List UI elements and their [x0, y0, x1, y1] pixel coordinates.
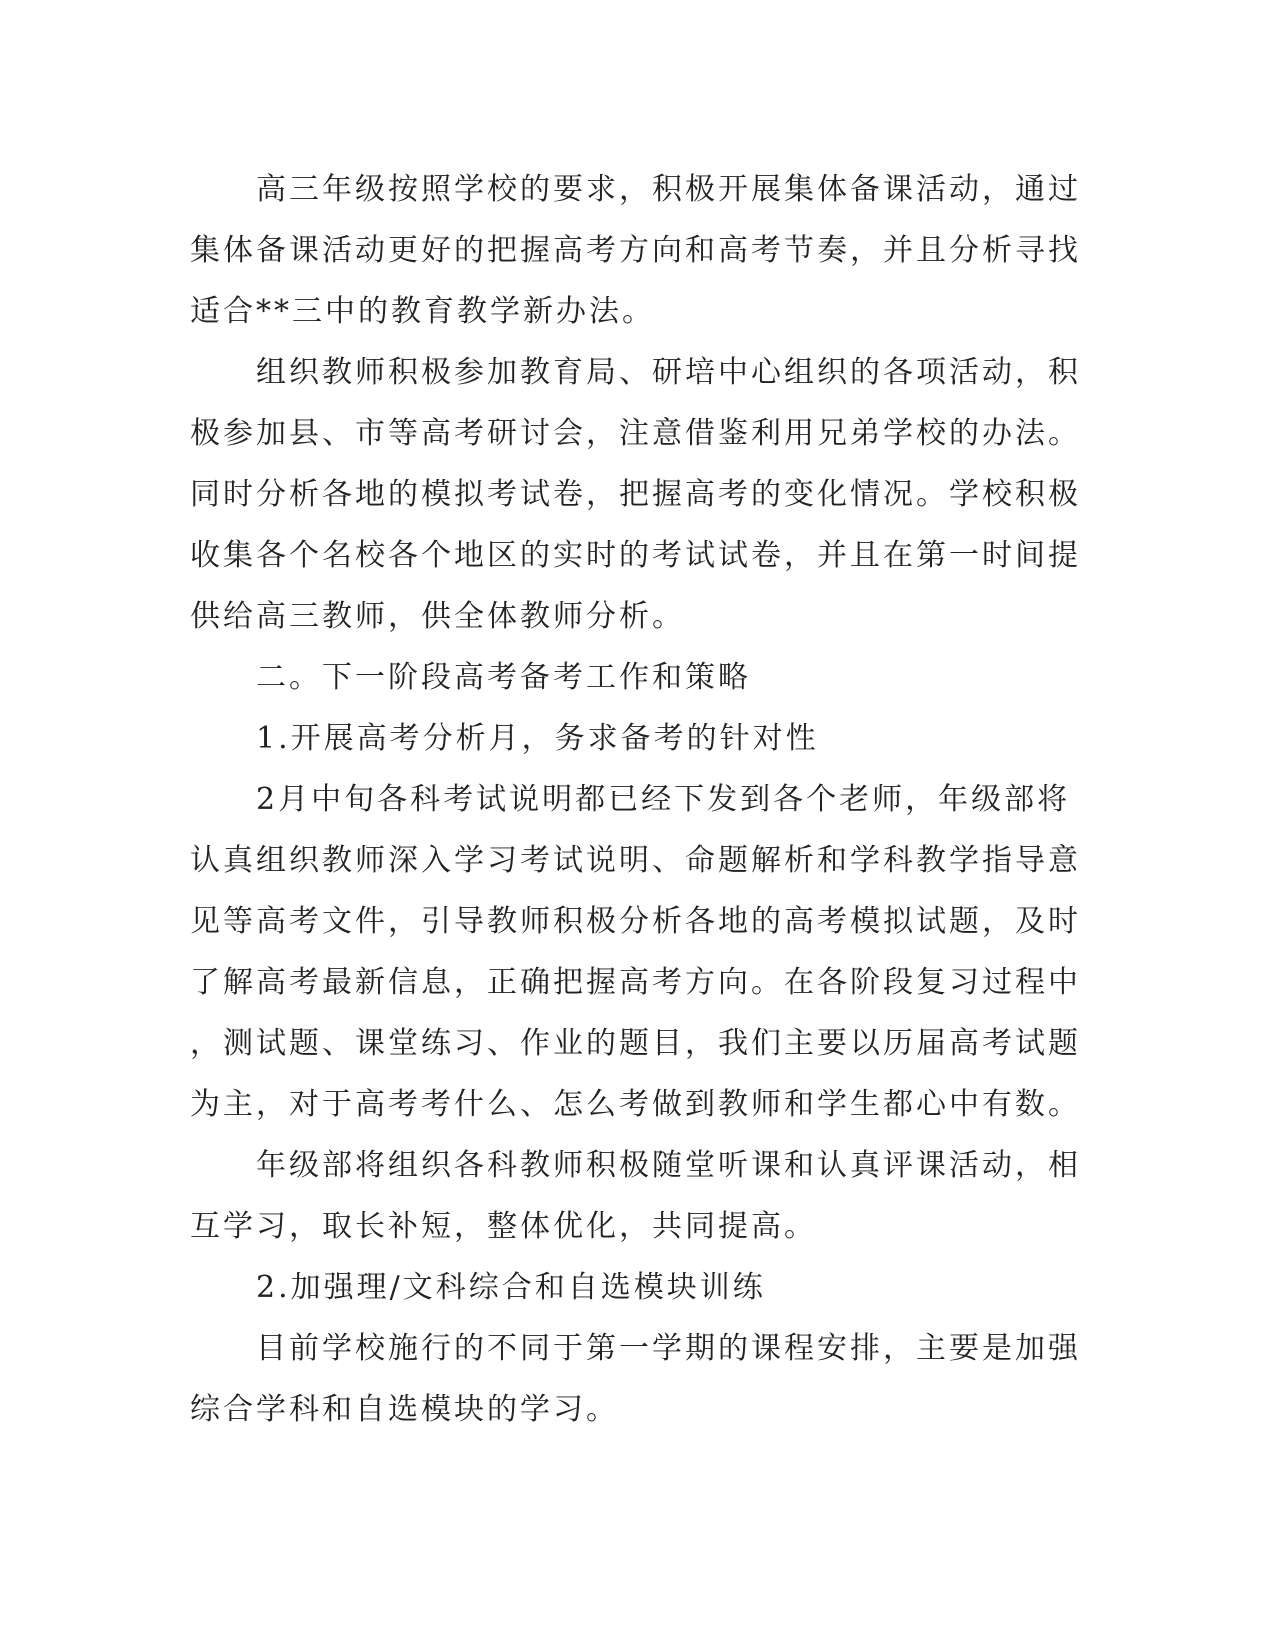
paragraph-lesson-observation: 年级部将组织各科教师积极随堂听课和认真评课活动，相互学习，取长补短，整体优化，共同提高。 — [190, 1148, 1081, 1244]
document-body — [190, 159, 1085, 1440]
subheading-analysis-month: 1.开展高考分析月，务求备考的针对性 — [256, 721, 819, 756]
paragraph-curriculum-arrangement: 目前学校施行的不同于第一学期的课程安排，主要是加强综合学科和自选模块的学习。 — [190, 1331, 1081, 1427]
paragraph-exam-instructions: 2月中旬各科考试说明都已经下发到各个老师，年级部将认真组织教师深入学习考试说明、命题解析和学科教学指导意见等高考文件，引导教师积极分析各地的高考模拟试题，及时了解高考最新信息，正确把握高考方向。在各阶段复习过程中，测试题、课堂练习、作业的题目，我们主要以历届高考试题为主，对于高考考什么、怎么考做到教师和学生都心中有数。 — [190, 782, 1081, 1122]
subheading-comprehensive-training: 2.加强理/文科综合和自选模块训练 — [256, 1270, 766, 1305]
section-heading-next-stage: 二。下一阶段高考备考工作和策略 — [256, 660, 751, 695]
paragraph-collective-lesson-prep: 高三年级按照学校的要求，积极开展集体备课活动，通过集体备课活动更好的把握高考方向和高考节奏，并且分析寻找适合**三中的教育教学新办法。 — [190, 172, 1081, 329]
paragraph-teacher-activities: 组织教师积极参加教育局、研培中心组织的各项活动，积极参加县、市等高考研讨会，注意借鉴利用兄弟学校的办法。同时分析各地的模拟考试卷，把握高考的变化情况。学校积极收集各个名校各个地区的实时的考试试卷，并且在第一时间提供给高三教师，供全体教师分析。 — [190, 355, 1081, 634]
